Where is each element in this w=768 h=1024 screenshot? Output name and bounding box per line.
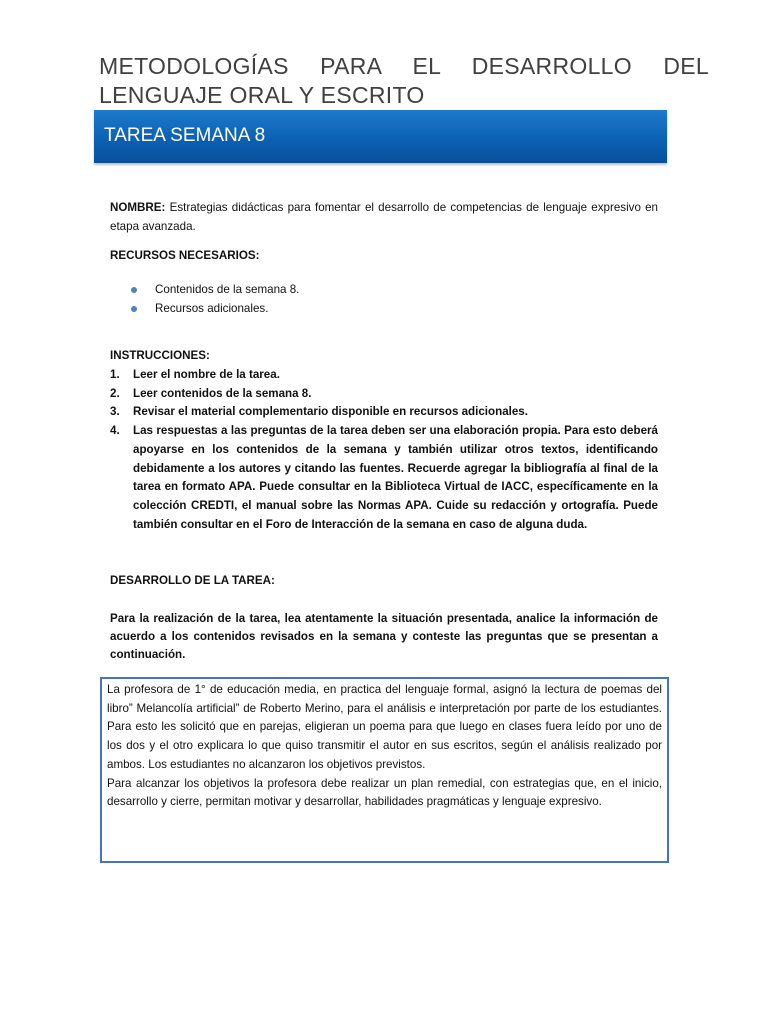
nombre-section [110, 199, 658, 236]
banner-title: TAREA SEMANA 8 [104, 125, 266, 146]
step-text: Leer el nombre de la tarea. [133, 368, 280, 381]
list-item [110, 300, 658, 319]
step-number: 4. [110, 424, 120, 438]
instruction-step [110, 366, 658, 385]
case-paragraph-2: Para alcanzar los objetivos la profesora debe realizar un plan remedial, con estrategias que, en el inicio, desarrollo y cierre, permitan motivar y desarrollar, habilidades pragmáticas y lenguaje expresivo. [107, 776, 662, 809]
step-text: Las respuestas a las preguntas de la tarea deben ser una elaboración propia. Para esto deberá apoyarse en los contenidos de la semana y también utilizar otros textos, identificando debidamente a los autores y citando las fuentes. Recuerde agregar la bibliografía al final de la tarea en formato APA. Puede consultar en la Biblioteca Virtual de IACC, específicamente en la colección CREDTI, el manual sobre las Normas APA. Cuide su redacción y ortografía. Puede también consultar en el Foro de Interacción de la semana en caso de alguna duda. [133, 424, 658, 531]
desarrollo-heading: DESARROLLO DE LA TAREA: [110, 574, 275, 587]
nombre-text: Estrategias didácticas para fomentar el desarrollo de competencias de lenguaje expresivo en etapa avanzada. [110, 201, 658, 233]
instruction-step [110, 385, 658, 404]
step-text: Revisar el material complementario disponible en recursos adicionales. [133, 405, 528, 419]
step-number: 2. [110, 386, 120, 400]
course-title: METODOLOGÍAS PARA EL DESARROLLO DEL LENGUAJE ORAL Y ESCRITO [99, 53, 709, 108]
nombre-label: NOMBRE: [110, 201, 166, 214]
bullet-icon [131, 306, 137, 312]
list-item-text: Contenidos de la semana 8. [155, 283, 300, 296]
step-number: 1. [110, 368, 120, 381]
list-item-text: Recursos adicionales. [155, 301, 269, 315]
instruction-step [110, 422, 658, 534]
instruction-step [110, 403, 658, 422]
task-banner [94, 110, 667, 163]
list-item [110, 281, 658, 300]
recursos-heading: RECURSOS NECESARIOS: [110, 249, 260, 262]
bullet-icon [131, 287, 137, 293]
instrucciones-list [110, 366, 658, 534]
case-box [100, 677, 669, 863]
step-number: 3. [110, 405, 120, 419]
case-paragraph-1: La profesora de 1° de educación media, en practica del lenguaje formal, asignó la lectura de poemas del libro” Melancolía artificial” de Roberto Merino, para el análisis e interpretación por parte de los estudiantes. Para esto les solicitó que en parejas, eligieran un poema para que luego en clases fuera leído por uno de los dos y el otro explicara lo que quiso transmitir el autor en sus escritos, según el análisis realizado por ambos. Los estudiantes no alcanzaron los objetivos previstos. [107, 683, 662, 771]
recursos-list [110, 281, 658, 318]
desarrollo-intro: Para la realización de la tarea, lea atentamente la situación presentada, analice la información de acuerdo a los contenidos revisados en la semana y conteste las preguntas que se presentan a continuación. [110, 612, 658, 661]
instrucciones-heading: INSTRUCCIONES: [110, 349, 210, 362]
step-text: Leer contenidos de la semana 8. [133, 386, 312, 400]
